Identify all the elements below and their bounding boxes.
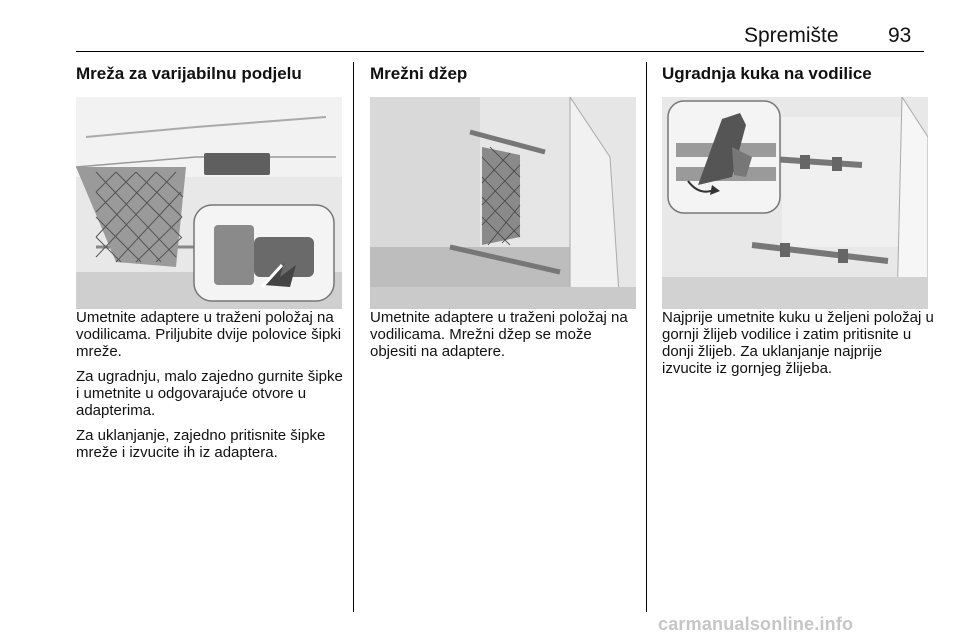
header-rule [76,51,924,52]
column-divider [353,62,354,612]
column-net-divider [76,64,348,469]
watermark: carmanualsonline.info [658,614,854,634]
illustration-rail-hook [662,97,928,309]
section-title: Spremište [744,24,839,47]
paragraph: Za ugradnju, malo zajedno gurnite šipke i umetnite u odgovarajuće otvore u adapterima. [76,368,343,419]
paragraph: Umetnite adaptere u traženi položaj na vodilicama. Priljubite dvije polovice šipki mreže. [76,309,342,360]
section-heading: Mrežni džep [370,64,468,83]
paragraph: Za uklanjanje, zajedno pritisnite šipke mreže i izvucite ih iz adaptera. [76,427,326,461]
section-heading: Ugradnja kuka na vodilice [662,64,872,83]
paragraph: Najprije umetnite kuku u željeni položaj u gornji žlijeb vodilice i zatim pritisnite u donji žlijeb. Za uklanjanje najprije izvucite iz gornjeg žlijeba. [662,309,934,377]
section-heading: Mreža za varijabilnu podjelu [76,64,302,83]
column-divider [646,62,647,612]
illustration-net-pocket [370,97,636,309]
paragraph: Umetnite adaptere u traženi položaj na vodilicama. Mrežni džep se može objesiti na adaptere. [370,309,628,360]
column-net-pocket [370,64,642,368]
illustration-net-divider [76,97,342,309]
column-rail-hooks [662,64,934,385]
page-number: 93 [888,24,912,47]
